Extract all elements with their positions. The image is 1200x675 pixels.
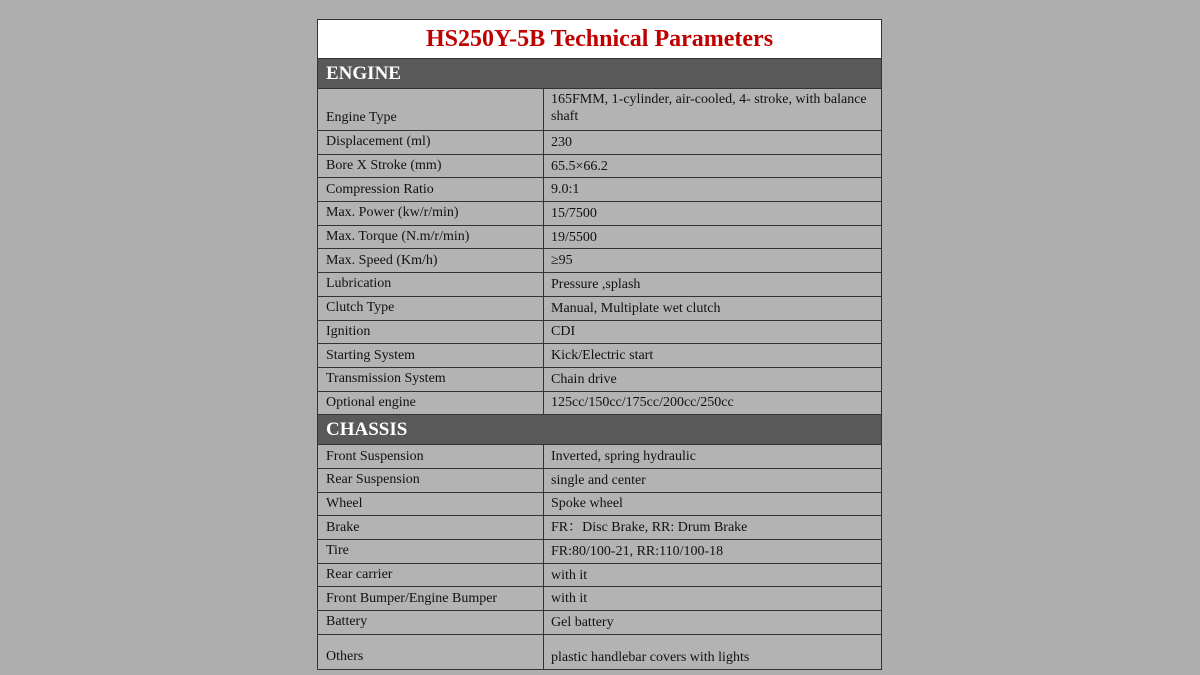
table-row xyxy=(318,155,881,179)
row-value: Kick/Electric start xyxy=(551,348,654,364)
row-label: Others xyxy=(318,635,544,669)
row-value: single and center xyxy=(551,472,646,488)
row-label: Wheel xyxy=(318,493,544,516)
table-row xyxy=(318,89,881,131)
row-label: Bore X Stroke (mm) xyxy=(318,155,544,178)
row-value: Manual, Multiplate wet clutch xyxy=(551,300,721,316)
row-label: Compression Ratio xyxy=(318,178,544,201)
row-label: Engine Type xyxy=(318,89,544,130)
table-row xyxy=(318,493,881,517)
row-label: Brake xyxy=(318,516,544,539)
row-label: Displacement (ml) xyxy=(318,131,544,154)
row-value: 230 xyxy=(551,134,572,150)
table-row xyxy=(318,445,881,469)
section-heading-chassis: CHASSIS xyxy=(318,415,881,445)
row-value: 125cc/150cc/175cc/200cc/250cc xyxy=(551,395,734,411)
row-value: with it xyxy=(551,567,588,583)
table-row xyxy=(318,178,881,202)
row-value: Spoke wheel xyxy=(551,496,623,512)
row-value: CDI xyxy=(551,324,576,340)
row-value: 65.5×66.2 xyxy=(551,158,608,174)
row-value: Gel battery xyxy=(551,614,614,630)
row-label: Transmission System xyxy=(318,368,544,391)
table-row xyxy=(318,321,881,345)
table-row xyxy=(318,368,881,392)
page-title: HS250Y-5B Technical Parameters xyxy=(318,20,881,59)
row-value: 165FMM, 1-cylinder, air-cooled, 4- stroke, with balance shaft xyxy=(551,92,867,124)
row-label: Tire xyxy=(318,540,544,563)
row-label: Rear carrier xyxy=(318,564,544,587)
row-label: Optional engine xyxy=(318,392,544,415)
row-value: Inverted, spring hydraulic xyxy=(551,449,697,465)
row-label: Front Suspension xyxy=(318,445,544,468)
row-label: Max. Torque (N.m/r/min) xyxy=(318,226,544,249)
row-label: Rear Suspension xyxy=(318,469,544,492)
row-label: Battery xyxy=(318,611,544,634)
row-value: ≥95 xyxy=(551,253,573,269)
row-label: Ignition xyxy=(318,321,544,344)
table-row xyxy=(318,587,881,611)
spec-table xyxy=(317,19,882,670)
section-heading-engine: ENGINE xyxy=(318,59,881,89)
table-row xyxy=(318,516,881,540)
row-value: Chain drive xyxy=(551,371,617,387)
row-value: with it xyxy=(551,591,588,607)
table-row xyxy=(318,273,881,297)
table-row xyxy=(318,469,881,493)
table-row xyxy=(318,131,881,155)
table-row xyxy=(318,249,881,273)
row-value: FR:80/100-21, RR:110/100-18 xyxy=(551,543,724,559)
table-row xyxy=(318,635,881,669)
row-label: Max. Power (kw/r/min) xyxy=(318,202,544,225)
row-value: plastic handlebar covers with lights xyxy=(551,649,750,665)
table-row xyxy=(318,564,881,588)
table-row xyxy=(318,202,881,226)
row-value: FR：Disc Brake, RR: Drum Brake xyxy=(551,520,748,536)
table-row xyxy=(318,297,881,321)
row-value: Pressure ,splash xyxy=(551,276,641,292)
table-row xyxy=(318,344,881,368)
row-value: 15/7500 xyxy=(551,205,597,221)
table-row xyxy=(318,226,881,250)
row-label: Front Bumper/Engine Bumper xyxy=(318,587,544,610)
row-label: Starting System xyxy=(318,344,544,367)
table-row xyxy=(318,611,881,635)
row-value: 19/5500 xyxy=(551,229,597,245)
table-row xyxy=(318,392,881,416)
row-label: Lubrication xyxy=(318,273,544,296)
row-label: Max. Speed (Km/h) xyxy=(318,249,544,272)
row-value: 9.0:1 xyxy=(551,182,580,198)
table-row xyxy=(318,540,881,564)
row-label: Clutch Type xyxy=(318,297,544,320)
